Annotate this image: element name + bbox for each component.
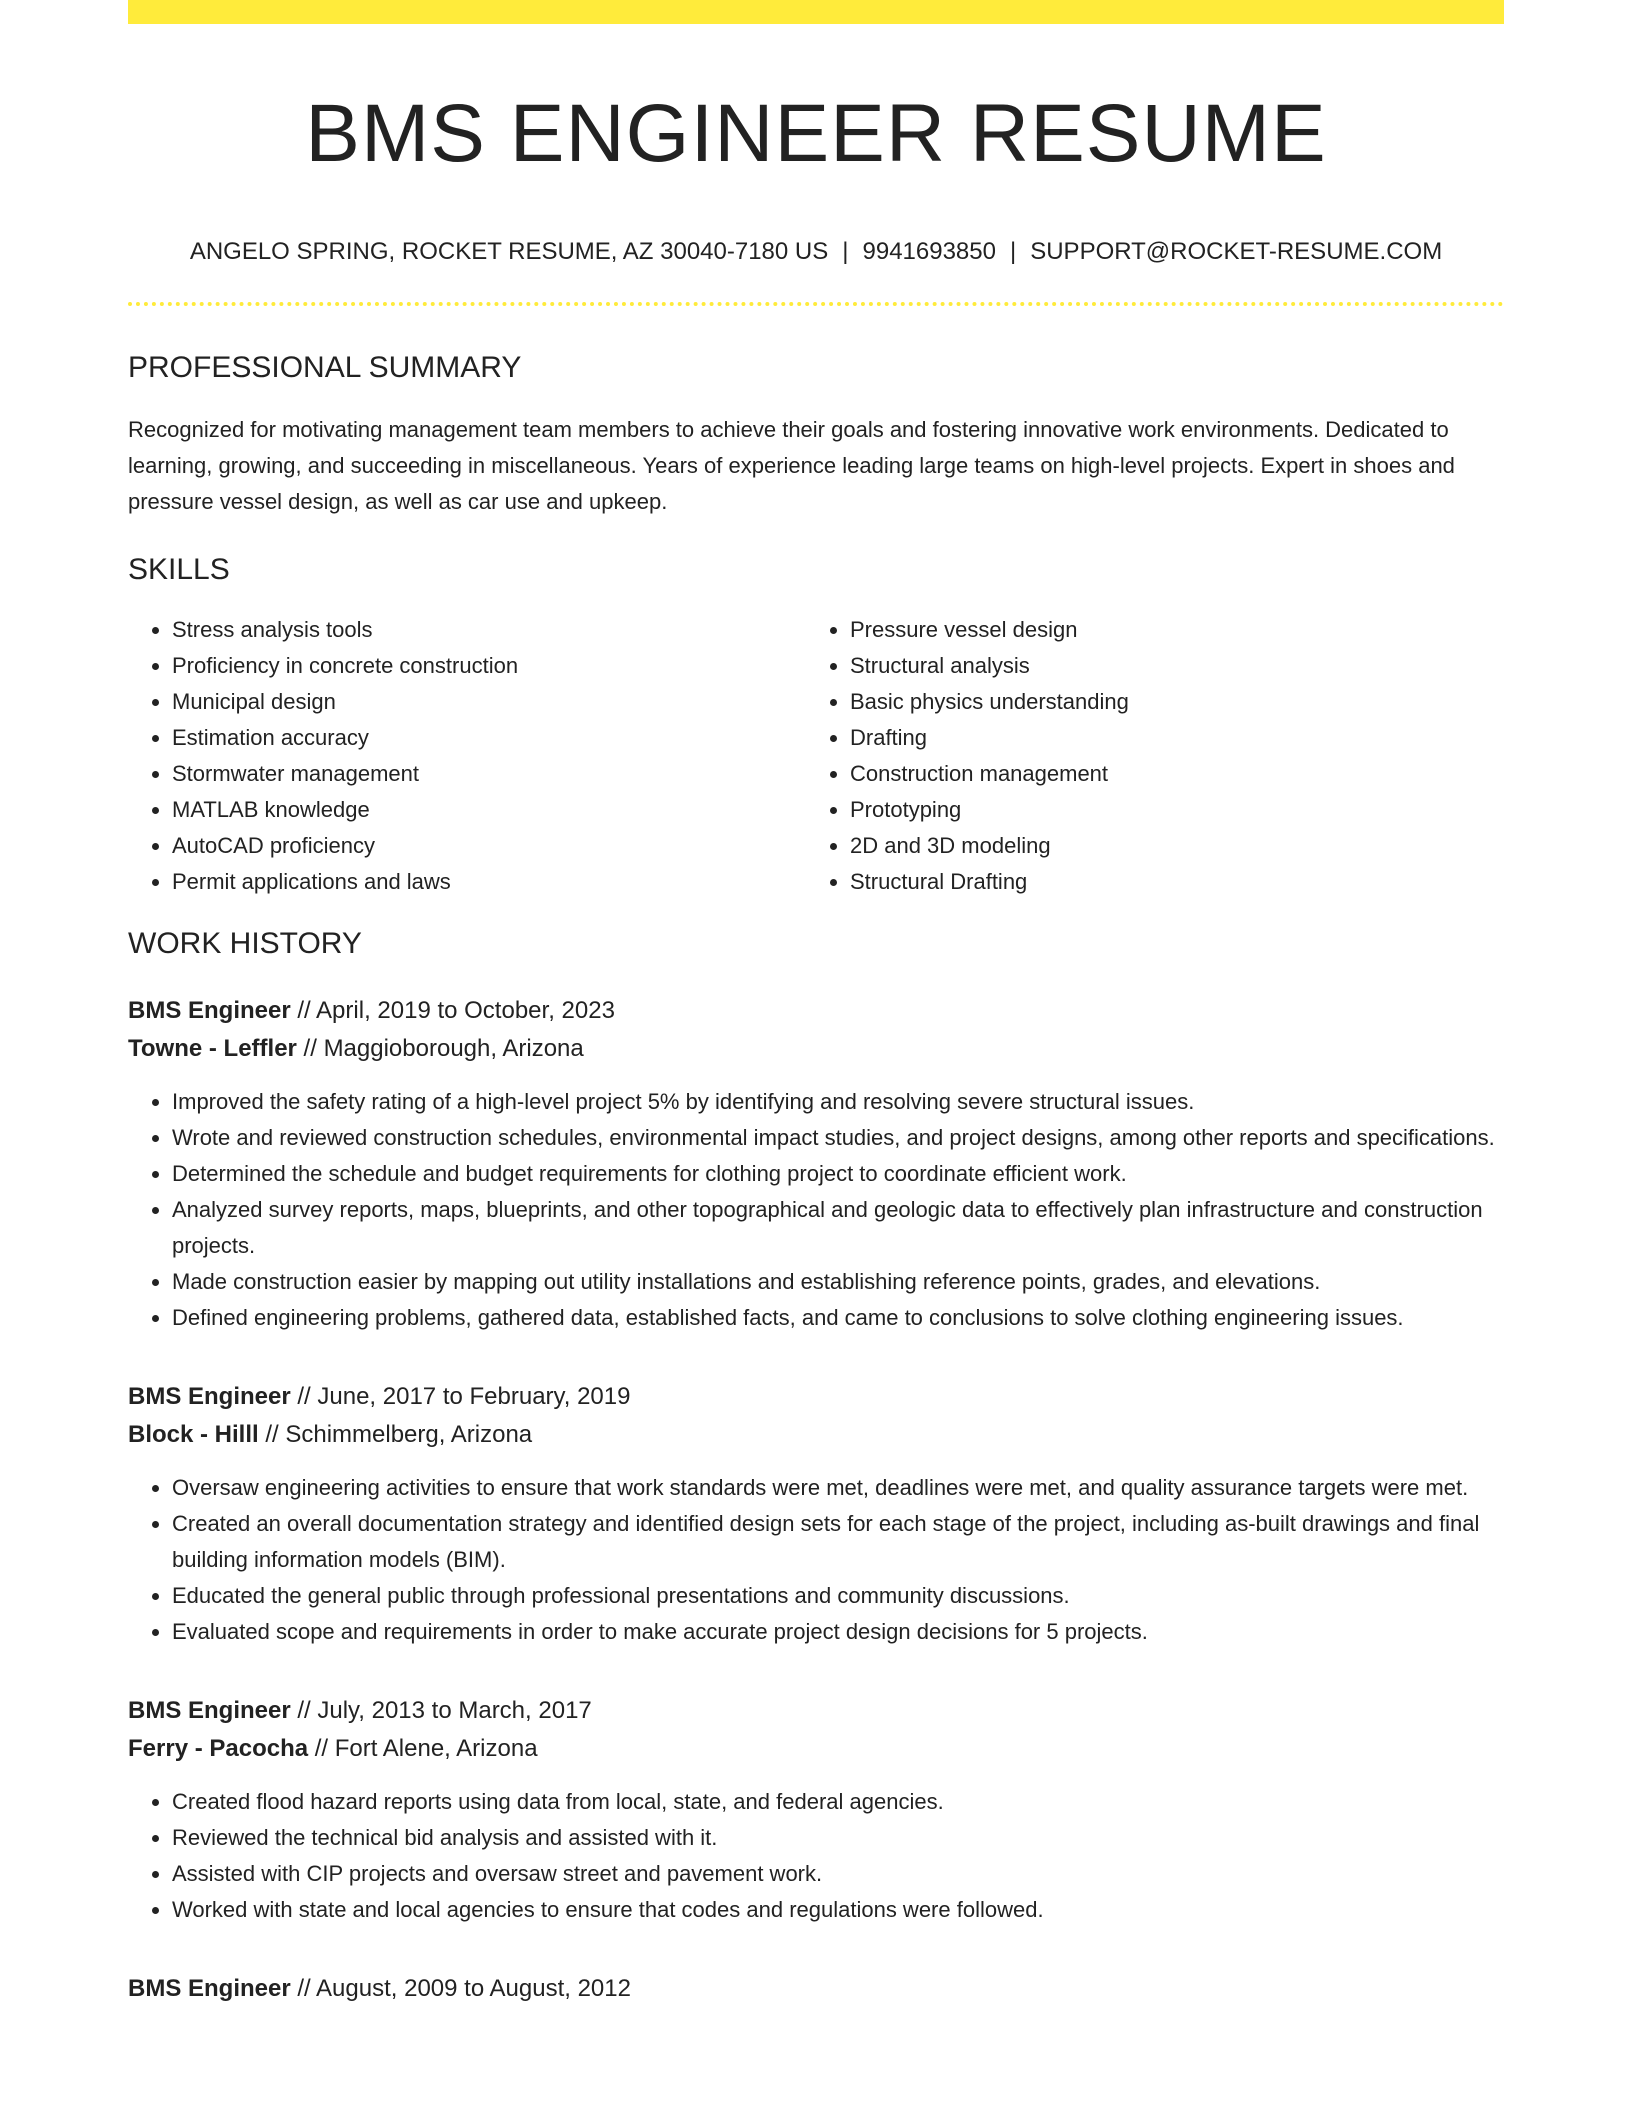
skill-item: • Stormwater management xyxy=(172,756,806,792)
job-role-line xyxy=(128,1692,1504,1730)
job-role-line xyxy=(128,992,1504,1030)
job-bullet: • Defined engineering problems, gathered data, established facts, and came to conclusions to solve clothing engineering issues. xyxy=(172,1300,1504,1336)
job-bullet: • Oversaw engineering activities to ensure that work standards were met, deadlines were met, and quality assurance targets were met. xyxy=(172,1470,1504,1506)
skill-item: • AutoCAD proficiency xyxy=(172,828,806,864)
job-dates: // June, 2017 to February, 2019 xyxy=(290,1383,631,1410)
contact-line xyxy=(128,236,1504,268)
job-company-line xyxy=(128,1416,1504,1454)
job-location: // Fort Alene, Arizona xyxy=(308,1735,538,1762)
job-location: // Schimmelberg, Arizona xyxy=(258,1421,533,1448)
resume-page xyxy=(128,0,1504,2008)
job-entry xyxy=(128,1692,1504,1928)
job-bullet: • Evaluated scope and requirements in order to make accurate project design decisions for 5 projects. xyxy=(172,1614,1504,1650)
work-history-heading: WORK HISTORY xyxy=(128,927,362,960)
job-role: BMS Engineer xyxy=(128,1383,291,1410)
job-company: Ferry - Pacocha xyxy=(128,1735,309,1762)
contact-separator: | xyxy=(842,238,849,265)
skill-item: • MATLAB knowledge xyxy=(172,792,806,828)
contact-address: ANGELO SPRING, ROCKET RESUME, AZ 30040-7180 US xyxy=(189,238,829,265)
skill-item: • Structural analysis xyxy=(850,648,1484,684)
job-bullet: • Analyzed survey reports, maps, blueprints, and other topographical and geologic data to effectively plan infrastructure and construction projects. xyxy=(172,1192,1504,1264)
summary-text: Recognized for motivating management team members to achieve their goals and fostering innovative work environments. Dedicated to learning, growing, and succeeding in miscellaneous. Years of experience leading large teams on high-level projects. Expert in shoes and pressure vessel design, as well as car use and upkeep. xyxy=(128,417,1455,514)
job-company-line xyxy=(128,1730,1504,1768)
contact-email: SUPPORT@ROCKET-RESUME.COM xyxy=(1030,238,1443,265)
skill-item: • Pressure vessel design xyxy=(850,612,1484,648)
job-dates: // April, 2019 to October, 2023 xyxy=(290,997,615,1024)
skill-item: • Drafting xyxy=(850,720,1484,756)
job-dates: // August, 2009 to August, 2012 xyxy=(290,1975,631,2002)
work-history-section xyxy=(128,924,1504,2008)
skill-item: • Construction management xyxy=(850,756,1484,792)
job-role: BMS Engineer xyxy=(128,1697,291,1724)
job-entry xyxy=(128,992,1504,1336)
resume-title: BMS ENGINEER RESUME xyxy=(305,88,1327,179)
skill-item: • Municipal design xyxy=(172,684,806,720)
skill-item: • Estimation accuracy xyxy=(172,720,806,756)
job-bullet: • Improved the safety rating of a high-level project 5% by identifying and resolving severe structural issues. xyxy=(172,1084,1504,1120)
summary-section xyxy=(128,348,1504,520)
job-bullets xyxy=(128,1784,1504,1928)
job-role: BMS Engineer xyxy=(128,997,291,1024)
job-bullet: • Created an overall documentation strategy and identified design sets for each stage of the project, including as-built drawings and final building information models (BIM). xyxy=(172,1506,1504,1578)
job-role-line xyxy=(128,1970,1504,2008)
skill-item: • Permit applications and laws xyxy=(172,864,806,900)
job-bullet: • Educated the general public through professional presentations and community discussions. xyxy=(172,1578,1504,1614)
job-bullet: • Worked with state and local agencies to ensure that codes and regulations were followed. xyxy=(172,1892,1504,1928)
job-company: Towne - Leffler xyxy=(128,1035,297,1062)
job-bullet: • Determined the schedule and budget requirements for clothing project to coordinate efficient work. xyxy=(172,1156,1504,1192)
job-company-line xyxy=(128,1030,1504,1068)
top-accent-bar xyxy=(128,0,1504,24)
job-bullet: • Assisted with CIP projects and oversaw street and pavement work. xyxy=(172,1856,1504,1892)
skills-grid xyxy=(128,612,1504,900)
contact-phone: 9941693850 xyxy=(862,238,996,265)
jobs-list xyxy=(128,992,1504,2008)
job-bullet: • Made construction easier by mapping out utility installations and establishing reference points, grades, and elevations. xyxy=(172,1264,1504,1300)
job-bullet: • Wrote and reviewed construction schedules, environmental impact studies, and project designs, among other reports and specifications. xyxy=(172,1120,1504,1156)
skill-item: • Proficiency in concrete construction xyxy=(172,648,806,684)
job-bullets xyxy=(128,1084,1504,1336)
job-entry xyxy=(128,1970,1504,2008)
skills-heading: SKILLS xyxy=(128,553,230,586)
skills-left-list xyxy=(128,612,806,900)
skill-item: • Stress analysis tools xyxy=(172,612,806,648)
skill-item: • Structural Drafting xyxy=(850,864,1484,900)
job-location: // Maggioborough, Arizona xyxy=(296,1035,584,1062)
job-bullet: • Reviewed the technical bid analysis and assisted with it. xyxy=(172,1820,1504,1856)
job-company: Block - Hilll xyxy=(128,1421,259,1448)
job-entry xyxy=(128,1378,1504,1650)
skill-item: • Prototyping xyxy=(850,792,1484,828)
skill-item: • Basic physics understanding xyxy=(850,684,1484,720)
dotted-divider xyxy=(128,302,1504,306)
job-bullet: • Created flood hazard reports using data from local, state, and federal agencies. xyxy=(172,1784,1504,1820)
job-role-line xyxy=(128,1378,1504,1416)
skills-section xyxy=(128,550,1504,900)
skills-right-list xyxy=(806,612,1484,900)
contact-separator: | xyxy=(1009,238,1017,265)
job-bullets xyxy=(128,1470,1504,1650)
job-role: BMS Engineer xyxy=(128,1975,291,2002)
skill-item: • 2D and 3D modeling xyxy=(850,828,1484,864)
job-dates: // July, 2013 to March, 2017 xyxy=(290,1697,592,1724)
summary-heading: PROFESSIONAL SUMMARY xyxy=(128,351,522,384)
